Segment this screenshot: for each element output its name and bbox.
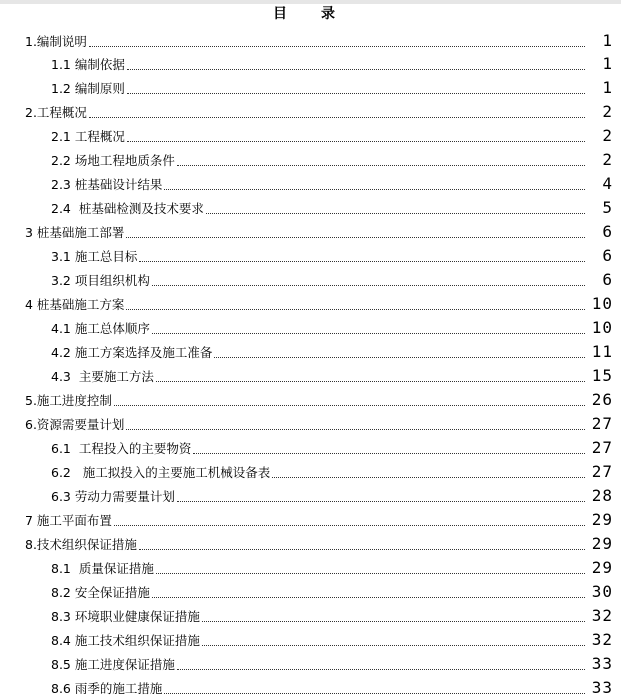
toc-entry-page: 15 xyxy=(591,366,613,385)
toc-entry-page: 28 xyxy=(591,486,613,505)
title-char-1: 目 xyxy=(273,6,287,22)
toc-entry-page: 33 xyxy=(591,678,613,697)
dot-leader xyxy=(126,309,585,310)
toc-entry[interactable] xyxy=(25,99,613,121)
toc-entry-page: 1 xyxy=(602,78,613,97)
toc-entry-label: 4.3 主要施工方法 xyxy=(51,369,154,384)
toc-entry[interactable] xyxy=(25,387,613,409)
toc-entry-label: 6.2 施工拟投入的主要施工机械设备表 xyxy=(51,465,271,480)
dot-leader xyxy=(139,261,585,262)
toc-entry-label: 6.资源需要量计划 xyxy=(25,417,125,432)
toc-entry-label: 7 施工平面布置 xyxy=(25,513,112,528)
toc-entry-page: 33 xyxy=(591,654,613,673)
dot-leader xyxy=(126,429,585,430)
toc-entry-label: 8.技术组织保证措施 xyxy=(25,537,137,552)
toc-entry-page: 1 xyxy=(602,31,613,50)
toc-entry-label: 8.3 环境职业健康保证措施 xyxy=(51,609,200,624)
toc-entry[interactable] xyxy=(25,411,613,433)
toc-entry[interactable] xyxy=(51,147,613,169)
toc-entry[interactable] xyxy=(51,363,613,385)
toc-entry[interactable] xyxy=(51,315,613,337)
toc-entry[interactable] xyxy=(51,627,613,649)
dot-leader xyxy=(89,46,585,47)
toc-entry-page: 10 xyxy=(591,294,613,313)
toc-entry[interactable] xyxy=(51,267,613,289)
dot-leader xyxy=(152,597,585,598)
toc-entry-page: 2 xyxy=(602,126,613,145)
dot-leader xyxy=(127,141,585,142)
toc-entry-page: 27 xyxy=(591,462,613,481)
toc-entry-label: 1.编制说明 xyxy=(25,34,87,49)
dot-leader xyxy=(206,213,585,214)
toc-entry-page: 4 xyxy=(602,174,613,193)
toc-entry-label: 3 桩基础施工部署 xyxy=(25,225,125,240)
dot-leader xyxy=(193,453,585,454)
title-char-2: 录 xyxy=(321,6,335,22)
toc-entry-page: 6 xyxy=(602,270,613,289)
toc-entry[interactable] xyxy=(51,339,613,361)
toc-entry-label: 8.5 施工进度保证措施 xyxy=(51,657,175,672)
toc-entry-page: 27 xyxy=(591,414,613,433)
toc-entry[interactable] xyxy=(25,531,613,553)
dot-leader xyxy=(177,501,585,502)
dot-leader xyxy=(156,573,585,574)
toc-entry[interactable] xyxy=(25,507,613,529)
toc-entry[interactable] xyxy=(51,483,613,505)
toc-entry-page: 2 xyxy=(602,102,613,121)
toc-entry-label: 8.6 雨季的施工措施 xyxy=(51,681,163,696)
dot-leader xyxy=(214,357,585,358)
toc-entry-label: 8.2 安全保证措施 xyxy=(51,585,150,600)
toc-entry-page: 29 xyxy=(591,510,613,529)
toc-entry-page: 2 xyxy=(602,150,613,169)
dot-leader xyxy=(126,237,585,238)
toc-entry[interactable] xyxy=(51,459,613,481)
toc-entry-label: 5.施工进度控制 xyxy=(25,393,112,408)
toc-entry-label: 6.1 工程投入的主要物资 xyxy=(51,441,192,456)
toc-entry-page: 1 xyxy=(602,54,613,73)
toc-entry-page: 6 xyxy=(602,222,613,241)
toc-entry-page: 5 xyxy=(602,198,613,217)
toc-entry[interactable] xyxy=(25,219,613,241)
toc-entry-label: 2.3 桩基础设计结果 xyxy=(51,177,163,192)
dot-leader xyxy=(114,405,585,406)
toc-entry[interactable] xyxy=(51,603,613,625)
dot-leader xyxy=(139,549,585,550)
toc-entry-label: 2.1 工程概况 xyxy=(51,129,125,144)
toc-entry-label: 4 桩基础施工方案 xyxy=(25,297,125,312)
dot-leader xyxy=(272,477,585,478)
toc-entry[interactable] xyxy=(25,291,613,313)
toc-entry[interactable] xyxy=(51,579,613,601)
toc-entry[interactable] xyxy=(51,243,613,265)
dot-leader xyxy=(152,285,585,286)
toc-entry[interactable] xyxy=(51,675,613,697)
toc-entry-page: 10 xyxy=(591,318,613,337)
dot-leader xyxy=(177,669,585,670)
toc-entry[interactable] xyxy=(51,75,613,97)
toc-entry[interactable] xyxy=(51,51,613,73)
dot-leader xyxy=(202,645,585,646)
toc-entry[interactable] xyxy=(51,171,613,193)
dot-leader xyxy=(127,93,585,94)
toc-entry-label: 4.1 施工总体顺序 xyxy=(51,321,150,336)
toc-entry[interactable] xyxy=(51,195,613,217)
toc-entry-page: 6 xyxy=(602,246,613,265)
toc-entry-label: 1.2 编制原则 xyxy=(51,81,125,96)
toc-entry-label: 4.2 施工方案选择及施工准备 xyxy=(51,345,213,360)
toc-entry-label: 2.工程概况 xyxy=(25,105,87,120)
toc-entry[interactable] xyxy=(51,651,613,673)
dot-leader xyxy=(156,381,585,382)
dot-leader xyxy=(164,189,585,190)
toc-entry[interactable] xyxy=(51,555,613,577)
toc-entry[interactable] xyxy=(51,123,613,145)
toc-entry-label: 3.1 施工总目标 xyxy=(51,249,138,264)
toc-entry[interactable] xyxy=(25,28,613,50)
toc-entry-page: 27 xyxy=(591,438,613,457)
dot-leader xyxy=(164,693,585,694)
dot-leader xyxy=(89,117,585,118)
dot-leader xyxy=(152,333,585,334)
toc-entry-page: 29 xyxy=(591,534,613,553)
toc-entry-label: 3.2 项目组织机构 xyxy=(51,273,150,288)
dot-leader xyxy=(202,621,585,622)
toc-entry-page: 26 xyxy=(591,390,613,409)
toc-entry-label: 1.1 编制依据 xyxy=(51,57,125,72)
toc-entry-page: 29 xyxy=(591,558,613,577)
dot-leader xyxy=(127,69,585,70)
toc-entry-label: 2.2 场地工程地质条件 xyxy=(51,153,175,168)
toc-entry-page: 11 xyxy=(591,342,613,361)
toc-entry-label: 8.1 质量保证措施 xyxy=(51,561,154,576)
dot-leader xyxy=(177,165,585,166)
toc-entry-page: 32 xyxy=(591,630,613,649)
toc-entry-label: 8.4 施工技术组织保证措施 xyxy=(51,633,200,648)
toc-entry-page: 30 xyxy=(591,582,613,601)
toc-entry[interactable] xyxy=(51,435,613,457)
toc-entry-page: 32 xyxy=(591,606,613,625)
dot-leader xyxy=(114,525,585,526)
toc-entry-label: 6.3 劳动力需要量计划 xyxy=(51,489,175,504)
toc-entry-label: 2.4 桩基础检测及技术要求 xyxy=(51,201,204,216)
